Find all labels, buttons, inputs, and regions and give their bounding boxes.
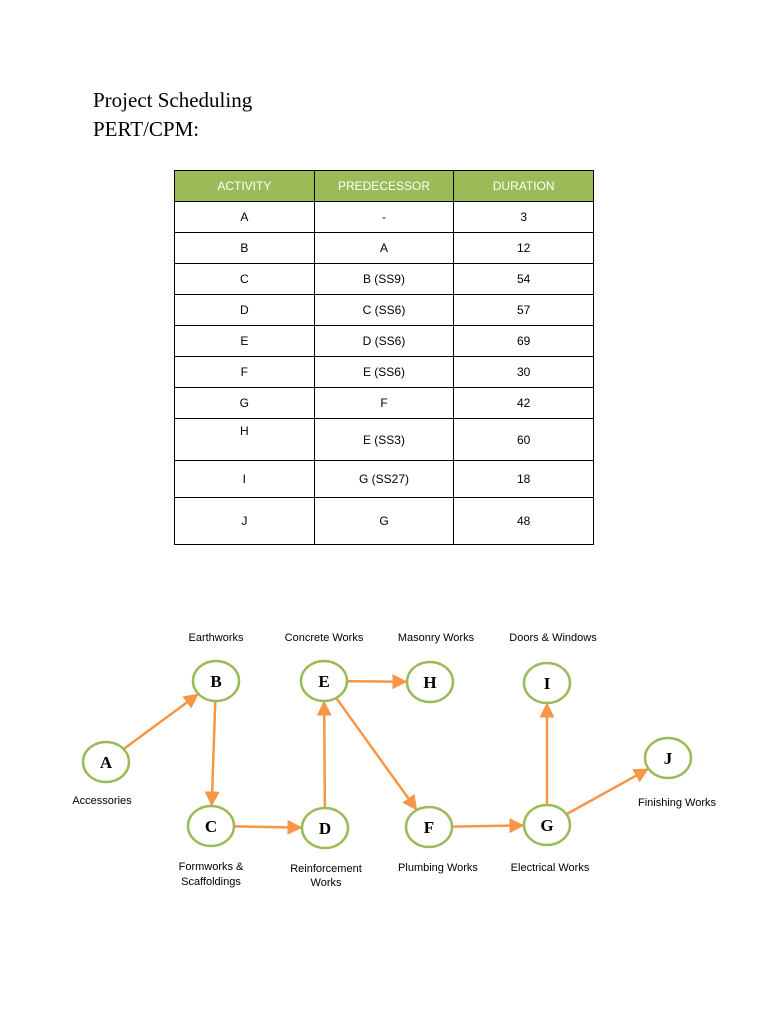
node-id-text: F xyxy=(423,818,435,837)
cell-predecessor: F xyxy=(314,388,454,419)
node-id-text: C xyxy=(204,817,218,836)
cell-predecessor: - xyxy=(314,202,454,233)
arrow-g-to-j xyxy=(566,769,647,814)
cell-activity: A xyxy=(175,202,315,233)
title-line-1: Project Scheduling xyxy=(93,88,253,112)
cell-duration: 3 xyxy=(454,202,594,233)
cell-duration: 48 xyxy=(454,498,594,545)
cell-predecessor: A xyxy=(314,233,454,264)
cell-activity: D xyxy=(175,295,315,326)
node-label-j: Finishing Works xyxy=(637,797,717,809)
cell-predecessor: E (SS3) xyxy=(314,419,454,461)
cell-duration: 30 xyxy=(454,357,594,388)
cell-activity: E xyxy=(175,326,315,357)
node-id-text: A xyxy=(99,753,113,772)
node-id-text: G xyxy=(540,816,554,835)
node-a xyxy=(83,742,129,782)
header-predecessor: PREDECESSOR xyxy=(314,171,454,202)
cell-duration: 57 xyxy=(454,295,594,326)
arrow-e-to-f xyxy=(336,698,416,809)
header-duration: DURATION xyxy=(454,171,594,202)
cell-duration: 69 xyxy=(454,326,594,357)
header-activity: ACTIVITY xyxy=(175,171,315,202)
edges-layer xyxy=(124,681,648,827)
arrow-f-to-g xyxy=(452,825,523,826)
node-id-text: H xyxy=(423,673,437,692)
cell-activity: H xyxy=(175,419,315,461)
cell-predecessor: G (SS27) xyxy=(314,461,454,498)
cell-predecessor: B (SS9) xyxy=(314,264,454,295)
cell-duration: 60 xyxy=(454,419,594,461)
cell-activity: I xyxy=(175,461,315,498)
node-h xyxy=(407,662,453,702)
cell-predecessor: C (SS6) xyxy=(314,295,454,326)
cell-predecessor: G xyxy=(314,498,454,545)
node-label-i: Doors & Windows xyxy=(509,632,597,644)
nodes-layer xyxy=(83,661,691,848)
cell-activity: B xyxy=(175,233,315,264)
node-label-e: Concrete Works xyxy=(284,632,364,644)
node-label-f: Plumbing Works xyxy=(398,862,478,874)
title-line-2: PERT/CPM: xyxy=(93,117,200,141)
cell-duration: 42 xyxy=(454,388,594,419)
node-d xyxy=(302,808,348,848)
node-label-h: Masonry Works xyxy=(397,632,475,644)
node-g xyxy=(524,805,570,845)
node-label-a: Accessories xyxy=(72,795,132,807)
node-id-text: I xyxy=(543,674,551,693)
node-label-d: Reinforcement Works xyxy=(290,863,362,889)
cell-predecessor: E (SS6) xyxy=(314,357,454,388)
node-j xyxy=(645,738,691,778)
arrow-b-to-c xyxy=(212,701,216,805)
arrow-d-to-e xyxy=(324,702,325,808)
cell-activity: G xyxy=(175,388,315,419)
cell-activity: F xyxy=(175,357,315,388)
cell-activity: C xyxy=(175,264,315,295)
labels-layer xyxy=(72,632,716,889)
cell-duration: 18 xyxy=(454,461,594,498)
cell-duration: 54 xyxy=(454,264,594,295)
node-label-c: Formworks & Scaffoldings xyxy=(178,861,244,888)
node-b xyxy=(193,661,239,701)
cell-duration: 12 xyxy=(454,233,594,264)
node-i xyxy=(524,663,570,703)
node-c xyxy=(188,806,234,846)
node-id-text: J xyxy=(663,749,673,768)
arrow-e-to-h xyxy=(347,681,406,682)
cell-activity: J xyxy=(175,498,315,545)
node-id-text: E xyxy=(318,672,330,691)
node-label-b: Earthworks xyxy=(188,632,244,644)
node-id-text: D xyxy=(318,819,332,838)
arrow-a-to-b xyxy=(124,695,198,750)
arrow-c-to-d xyxy=(234,826,301,827)
node-e xyxy=(301,661,347,701)
node-id-text: B xyxy=(210,672,222,691)
cell-predecessor: D (SS6) xyxy=(314,326,454,357)
node-f xyxy=(406,807,452,847)
node-label-g: Electrical Works xyxy=(510,862,590,874)
